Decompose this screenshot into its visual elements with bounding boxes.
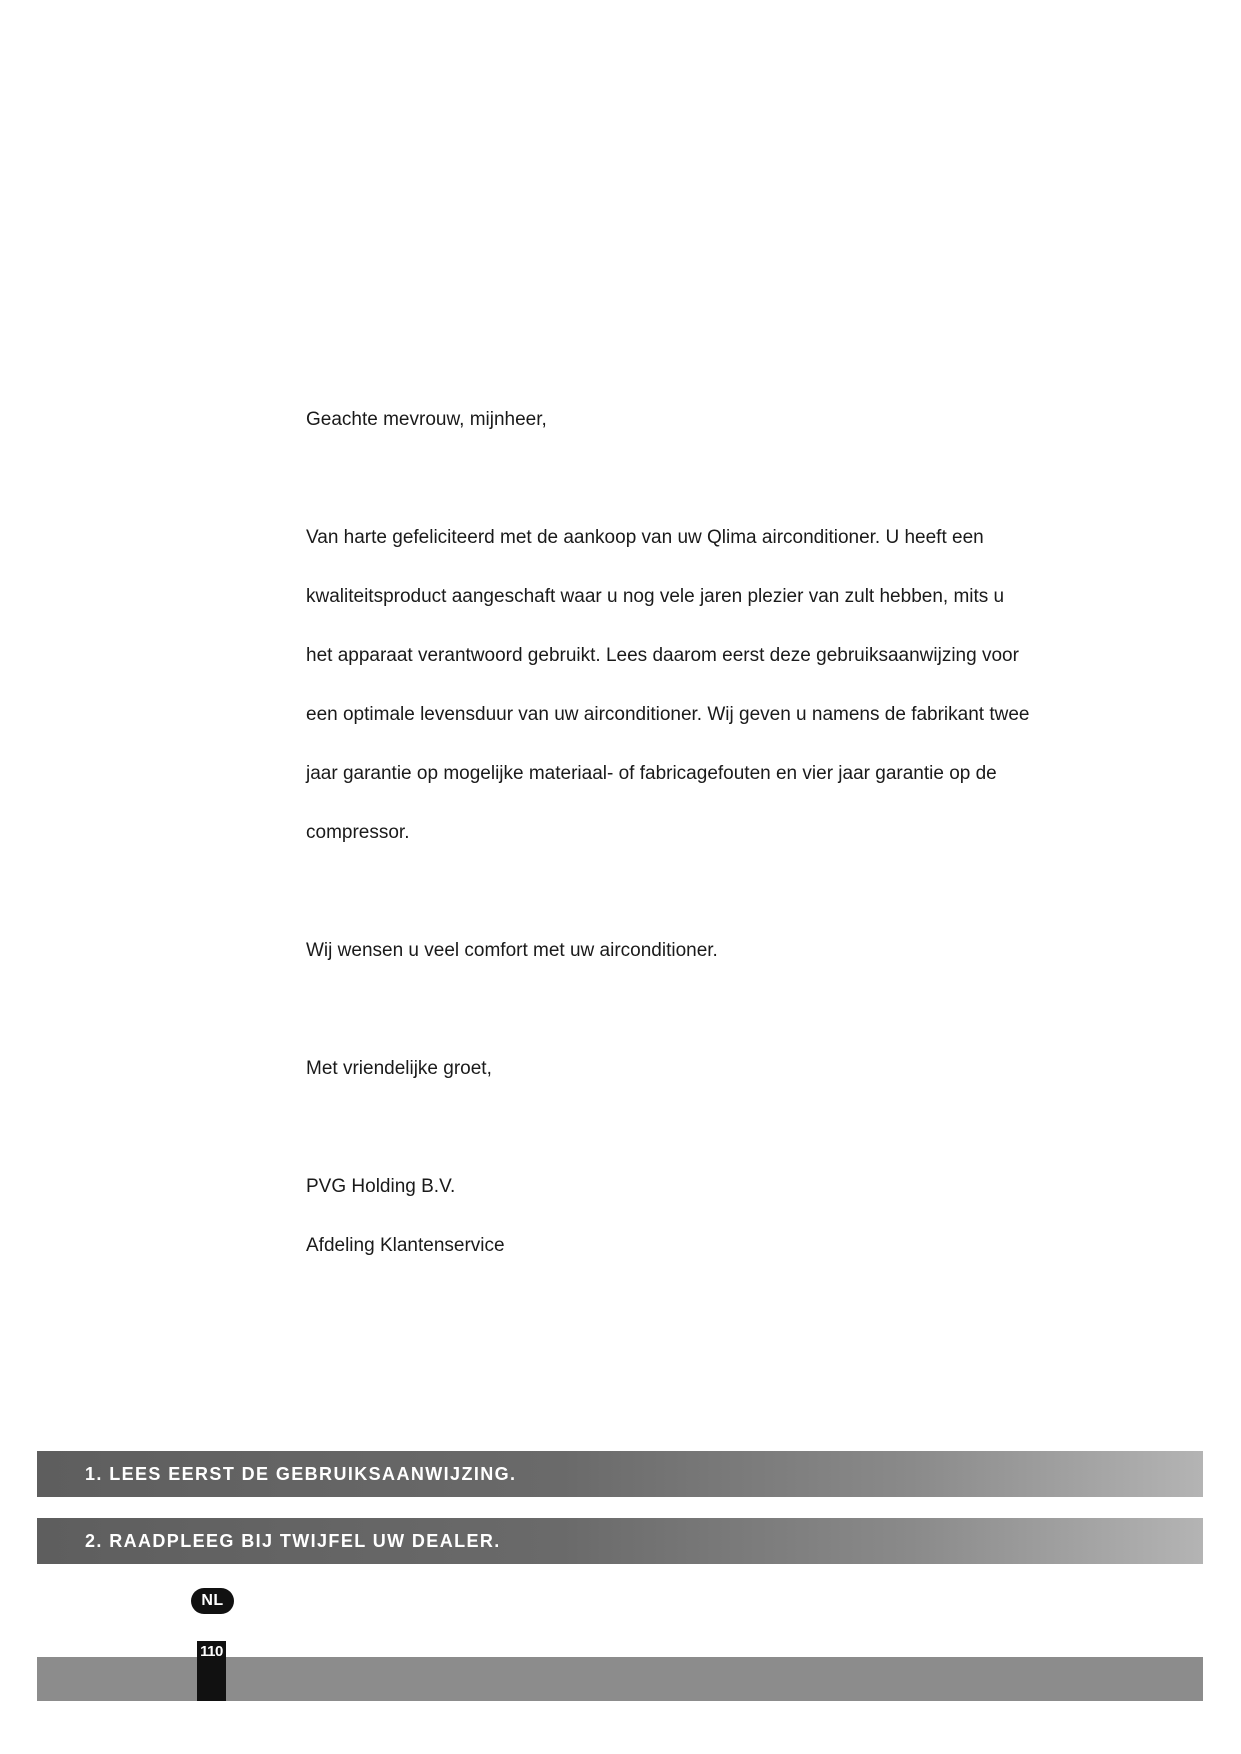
language-badge: NL (191, 1588, 234, 1614)
spacer (306, 980, 1106, 1039)
body-line: Van harte gefeliciteerd met de aankoop van uw Qlima airconditioner. U heeft een (306, 527, 984, 548)
body-line: kwaliteitsproduct aangeschaft waar u nog vele jaren plezier van zult hebben, mits u (306, 586, 1005, 607)
body-line: compressor. (306, 822, 410, 843)
spacer (306, 1098, 1106, 1157)
page-number: 110 (197, 1641, 226, 1701)
body-line: het apparaat verantwoord gebruikt. Lees daarom eerst deze gebruiksaanwijzing voor (306, 645, 1019, 666)
spacer (306, 862, 1106, 921)
instruction-banner-1: 1. LEES EERST DE GEBRUIKSAANWIJZING. (37, 1451, 1203, 1497)
letter (306, 390, 1106, 1275)
body-line: jaar garantie op mogelijke materiaal- of fabricagefouten en vier jaar garantie op de (306, 763, 997, 784)
salutation: Geachte mevrouw, mijnheer, (306, 409, 547, 430)
body-line: een optimale levensduur van uw airconditioner. Wij geven u namens de fabrikant twee (306, 704, 1030, 725)
wish-line: Wij wensen u veel comfort met uw airconditioner. (306, 940, 718, 961)
closing-line: Met vriendelijke groet, (306, 1058, 492, 1079)
company-name: PVG Holding B.V. (306, 1176, 456, 1197)
department-name: Afdeling Klantenservice (306, 1235, 505, 1256)
instruction-banner-2: 2. RAADPLEEG BIJ TWIJFEL UW DEALER. (37, 1518, 1203, 1564)
spacer (306, 449, 1106, 508)
